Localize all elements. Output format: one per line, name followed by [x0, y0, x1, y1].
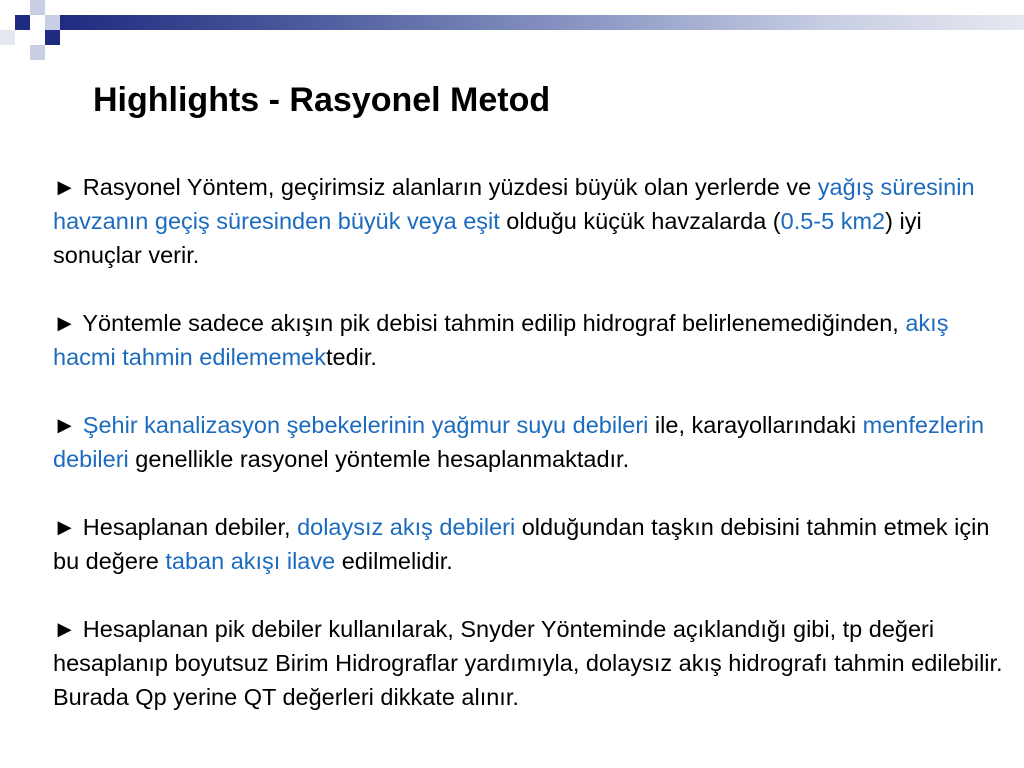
body-text: tedir. [325, 344, 377, 370]
highlighted-text: dolaysız akış debileri [297, 514, 516, 540]
body-text: ile, karayollarındaki [648, 412, 863, 438]
body-text: olduğu küçük havzalarda ( [499, 208, 781, 234]
deco-square-light [30, 0, 45, 15]
header-gradient-bar [60, 15, 1024, 30]
slide-body [53, 170, 1013, 748]
body-text: ) iyi sonuçlar verir. [53, 208, 922, 268]
bullet-arrow-icon: ► [53, 310, 77, 336]
highlighted-text: taban akışı ilave [165, 548, 336, 574]
bullet-arrow-icon: ► [53, 616, 77, 642]
deco-square-dark [45, 30, 60, 45]
body-text: olduğundan taşkın debisini tahmin etmek için bu değere [53, 514, 990, 574]
highlighted-text: akış hacmi tahmin edilememek [53, 310, 949, 370]
highlighted-text: Şehir kanalizasyon şebekelerinin yağmur suyu debileri [82, 412, 649, 438]
header-decoration [0, 0, 1024, 60]
body-text: Hesaplanan debiler, [76, 514, 298, 540]
deco-square-light [30, 45, 45, 60]
bullet-paragraph [53, 612, 1013, 714]
deco-square-light [45, 15, 60, 30]
body-text: Yöntemle sadece akışın pik debisi tahmin edilip hidrograf belirlenemediğinden, [76, 310, 906, 336]
bullet-arrow-icon: ► [53, 174, 77, 200]
highlighted-text: menfezlerin debileri [53, 412, 985, 472]
bullet-paragraph [53, 306, 1013, 374]
slide-title: Highlights - Rasyonel Metod [93, 81, 551, 119]
bullet-paragraph [53, 170, 1013, 272]
bullet-paragraph [53, 510, 1013, 578]
highlighted-text: yağış süresinin havzanın geçiş süresinden büyük veya eşit [53, 174, 975, 234]
bullet-paragraph [53, 408, 1013, 476]
body-text: Rasyonel Yöntem, geçirimsiz alanların yüzdesi büyük olan yerlerde ve [76, 174, 818, 200]
deco-square-dark [15, 15, 30, 30]
body-text: Hesaplanan pik debiler kullanılarak, Snyder Yönteminde açıklandığı gibi, tp değeri hesaplanıp boyutsuz Birim Hidrograflar yardımıyla, dolaysız akış hidrografı tahmin edilebilir. Burada Qp yerine QT değerleri dikkate alınır. [53, 616, 1003, 710]
body-text: genellikle rasyonel yöntemle hesaplanmaktadır. [128, 446, 630, 472]
highlighted-text: 0.5-5 km2 [780, 208, 886, 234]
body-text: edilmelidir. [335, 548, 453, 574]
deco-square-pale [0, 30, 15, 45]
bullet-arrow-icon: ► [53, 412, 77, 438]
bullet-arrow-icon: ► [53, 514, 77, 540]
